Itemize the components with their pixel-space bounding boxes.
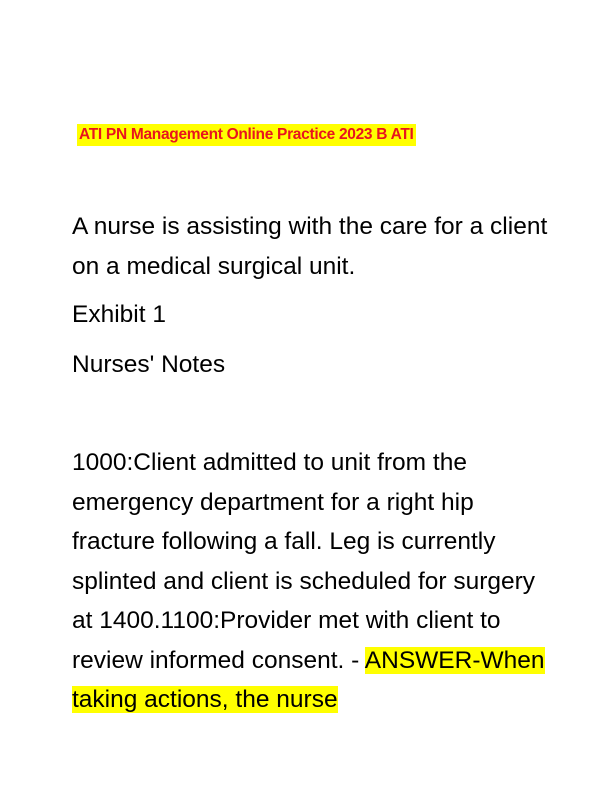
intro-paragraph: A nurse is assisting with the care for a client on a medical surgical unit. (72, 213, 548, 280)
notes-heading: Nurses' Notes (72, 351, 226, 378)
notes-paragraph (72, 443, 552, 720)
exhibit-label: Exhibit 1 (72, 301, 166, 328)
notes-body-text: 1000:Client admitted to unit from the emergency department for a right hip fracture following a fall. Leg is currently splinted and client is scheduled for surgery at 1400.1100:Provider met with client to review informed consent. - (72, 449, 536, 674)
answer-highlight: ANSWER-When taking actions, the nurse (72, 646, 545, 713)
document-title: ATI PN Management Online Practice 2023 B ATI (77, 124, 416, 146)
